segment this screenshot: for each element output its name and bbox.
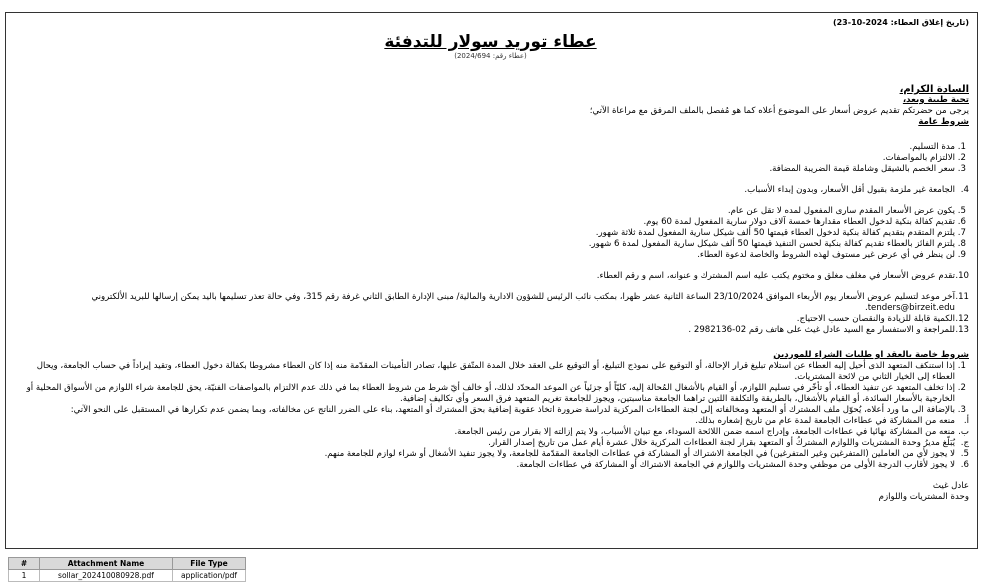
attachment-type: application/pdf: [173, 570, 246, 582]
signature-unit: وحدة المشتريات واللوازم: [878, 492, 969, 502]
attachment-link[interactable]: sollar_202410080928.pdf: [40, 570, 173, 582]
list-item: 8. يلتزم الفائز بالعطاء تقديم كفالة بنكية لحسن التنفيذ قيمتها 50 ألف شيكل سارية المفعول لمدة 6 شهور.: [12, 239, 955, 250]
intro-text: يرجى من حضرتكم تقديم عروض أسعار على الموضوع أعلاه كما هو مُفصل بالملف المرفق مع مراعاة الآتي؛: [589, 106, 969, 116]
salutation: السادة الكرام،: [899, 84, 969, 95]
page-title: عطاء توريد سولار للتدفئة: [384, 32, 597, 52]
list-item: 7. يلتزم المتقدم بتقديم كفالة بنكية لدخول العطاء قيمتها 50 ألف شيكل سارية المفعول لمدة ثلاثة شهور.: [12, 228, 955, 239]
tender-document: [6, 13, 977, 503]
general-terms-heading: شروط عامة: [918, 117, 969, 127]
list-item: 6. تقديم كفالة بنكية لدخول العطاء مقدارها خمسة آلاف دولار سارية المفعول لمدة 60 يوم.: [12, 217, 955, 228]
list-item: 9. لن ينظر في أي عرض غير مستوف لهذه الشروط والخاصة لدعوة العطاء.: [12, 250, 955, 261]
penalty-c: ج. يُبَلّغ مديرُ وحدة المشتريات واللوازم المشتركُ أو المتعهد بقرار لجنة العطاءات المركزية خلال عشرة أيام عمل من تاريخ إصدار القرار.: [488, 438, 969, 448]
column-header: File Type: [173, 558, 246, 570]
tender-number: (عطاء رقم: 2024/694): [454, 52, 527, 60]
column-header: #: [9, 558, 40, 570]
general-terms-list: [12, 142, 969, 175]
term-6-relatives: 6. لا يجوز لأقارب الدرجة الأولى من موظفي وحدة المشتريات واللوازم في الجامعة الاشتراك أو المشاركة في عطاءات الجامعة.: [516, 460, 969, 470]
greeting: تحية طيبة وبعد،: [902, 95, 969, 105]
terms-list-5-9: [12, 206, 969, 261]
term-11: 11. آخر موعد لتسليم عروض الأسعار يوم الأربعاء الموافق 23/10/2024 الساعة الثانية عشر ظهرا، بمكتب نائب الرئيس للشؤون الادارية والمالية/ مبنى الإدارة الطابق الثاني غرفة رقم 315، وفي حالة تعذر تسليمها باليد يمكن إرسالها للبريد الألكتروني tenders@birzeit.edu.: [91, 292, 969, 313]
term-10: 10. تقدم عروض الأسعار في مغلف مغلق و مختوم يكتب عليه اسم المشترك و عنوانه، اسم و رقم العطاء.: [596, 271, 969, 281]
list-item: 1. إذا استنكف المتعهد الذى أحيل إليه العطاء عن استلام تبليغ قرار الإحالة، أو التوقيع على نموذج التبليغ، أو التوقيع على العقد خلال المدة المتّفق عليها، تصادر التأمينات المقدّمة منه إذا كان العطاء مشروطا بكفالة دخول العطاء، وتقيد إيراداً في حساب الجامعة، ويحال العطاء إلى الخيار الثاني من لائحة المشتريات.: [12, 361, 955, 383]
column-header: Attachment Name: [40, 558, 173, 570]
special-terms-heading: شروط خاصة بالعقد او طلبات الشراء للموردين: [773, 350, 969, 360]
table-row[interactable]: [9, 570, 246, 582]
list-item: 3. بالإضافة الى ما ورد أعلاه، يُحوّل ملف المشترك أو المتعهد ومخالفاته إلى لجنة العطاءات المركزية لدراسة ضرورة اتخاذ عقوبة إضافية بحق المشترك أو المتعهد، بناء على الضرر الناتج عن مخالفاته، وبما يضمن عدم تكرارها في المستقبل على النحو الآتي:: [12, 405, 955, 416]
term-13: 13. للمراجعة و الاستفسار مع السيد عادل غيث على هاتف رقم 02-2982136 .: [688, 325, 969, 335]
document-frame: [5, 12, 978, 549]
special-terms-list: [12, 361, 969, 416]
signature-block: [12, 481, 969, 503]
closing-date: (تاريخ إغلاق العطاء: 2024-10-23): [832, 18, 969, 27]
list-item: 2. الالتزام بالمواصفات.: [12, 153, 955, 164]
list-item: 3. سعر الخصم بالشيقل وشاملة قيمة الضريبة المضافة.: [12, 164, 955, 175]
list-item: 2. إذا تخلف المتعهد عن تنفيذ العطاء، أو تأخّر في تسليم اللوازم، أو القيام بالأشغال المُحالة إليه، كليّاً أو جزئياً عن الموعد المحدّد لذلك، أو خالف أيّ شرط من شروط العطاء بما في ذلك عدم الالتزام بالمواصفات الفنيّة، يحق للجامعة شراء اللوازم من الأسواق المحلية أو الخارجية بالأسعار السائدة، أو القيام بالأشغال، بالطريقة والتكلفة اللتين تراهما الجامعة مناسبتين، ويجوز للجامعة تغريم المتعهد فرق السعر وأي تكاليف إضافية.: [12, 383, 955, 405]
signature-name: عادل غيث: [932, 481, 969, 491]
penalty-b: ب. منعه من المشاركة نهائيا في عطاءات الجامعة، وإدراج اسمه ضمن اللائحة السوداء، مع تبيان الأسباب، ولا يتم إزالته إلا بقرار من رئيس الجامعة.: [454, 427, 969, 437]
attachments-table: [8, 557, 246, 582]
table-header-row: [9, 558, 246, 570]
attachment-index: 1: [9, 570, 40, 582]
list-item: 5. يكون عرض الأسعار المقدم سارى المفعول لمده لا تقل عن عام.: [12, 206, 955, 217]
list-item: 1. مدة التسليم.: [12, 142, 955, 153]
term-5-staff: 5. لا يجوز لأي من العاملين (المتفرغين وغير المتفرغين) في الجامعة الاشتراك أو المشاركة في عطاءات الجامعة المقدّمة للجامعة، ولا يجوز تنفيذ الأشغال أو شراء لوازم للجامعة منهم.: [324, 449, 969, 459]
term-12: 12. الكمية قابلة للزيادة والنقصان حسب الاحتياج.: [796, 314, 969, 324]
penalty-a: أ. منعه من المشاركة في عطاءات الجامعة لمدة عام من تاريخ إشعاره بذلك.: [695, 416, 969, 426]
term-4: 4. الجامعة غير ملزمة بقبول أقل الأسعار، وبدون إبداء الأسباب.: [744, 185, 969, 195]
